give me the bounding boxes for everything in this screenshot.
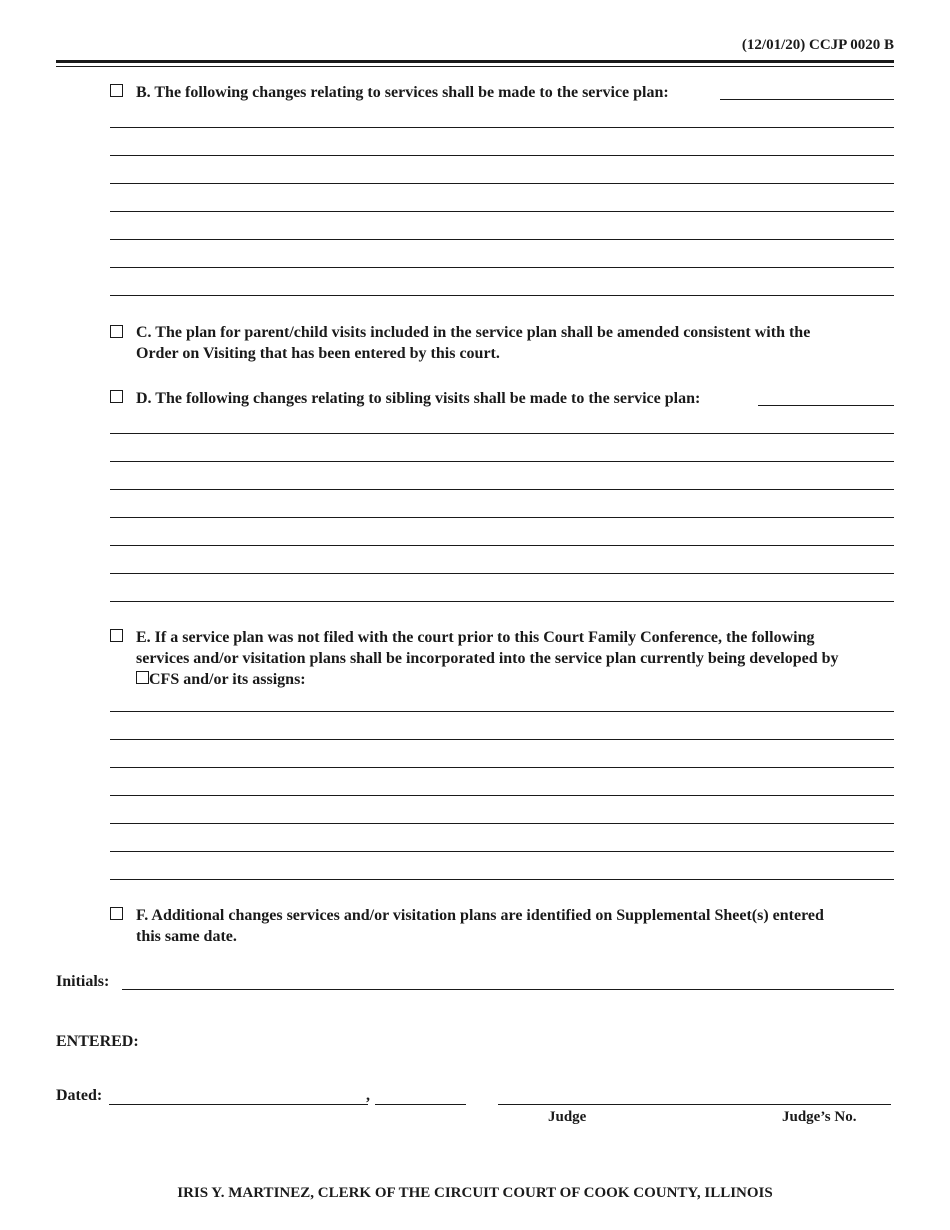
item-b-line-7[interactable] <box>110 295 894 296</box>
item-e-line-2: services and/or visitation plans shall be incorporated into the service plan currently being developed by <box>136 650 839 667</box>
item-b-line-2[interactable] <box>110 155 894 156</box>
item-d-line-7[interactable] <box>110 601 894 602</box>
checkbox-f[interactable] <box>110 907 123 920</box>
item-e-line-e[interactable] <box>110 823 894 824</box>
item-d-inline-blank[interactable] <box>758 391 894 406</box>
checkbox-d[interactable] <box>110 390 123 403</box>
item-b-text: B. The following changes relating to services shall be made to the service plan: <box>136 84 669 101</box>
judge-no-caption: Judge’s No. <box>782 1109 857 1125</box>
item-d-text: D. The following changes relating to sibling visits shall be made to the service plan: <box>136 390 701 407</box>
judge-caption: Judge <box>548 1109 587 1125</box>
item-d-line-2[interactable] <box>110 461 894 462</box>
form-id: (12/01/20) CCJP 0020 B <box>741 37 894 53</box>
item-b-line-1[interactable] <box>110 127 894 128</box>
item-c-line-1: C. The plan for parent/child visits included in the service plan shall be amended consistent with the <box>136 324 811 341</box>
header-rule-thick <box>56 60 894 63</box>
item-e-line-c[interactable] <box>110 767 894 768</box>
header-rule-thin <box>56 66 894 67</box>
item-d-line-3[interactable] <box>110 489 894 490</box>
dated-label: Dated: <box>56 1087 103 1104</box>
initials-line[interactable] <box>122 988 894 990</box>
dated-comma: , <box>366 1087 370 1104</box>
initials-label: Initials: <box>56 973 110 990</box>
judge-signature-line[interactable] <box>498 1103 891 1105</box>
item-d-line-6[interactable] <box>110 573 894 574</box>
entered-label: ENTERED: <box>56 1033 139 1050</box>
item-b-line-5[interactable] <box>110 239 894 240</box>
item-e-line-a[interactable] <box>110 711 894 712</box>
item-e-line-d[interactable] <box>110 795 894 796</box>
item-b-line-6[interactable] <box>110 267 894 268</box>
clerk-footer: IRIS Y. MARTINEZ, CLERK OF THE CIRCUIT COURT OF COOK COUNTY, ILLINOIS <box>177 1185 773 1201</box>
item-b-line-3[interactable] <box>110 183 894 184</box>
checkbox-c[interactable] <box>110 325 123 338</box>
checkbox-dcfs[interactable] <box>136 671 149 684</box>
checkbox-e[interactable] <box>110 629 123 642</box>
item-d-line-4[interactable] <box>110 517 894 518</box>
item-e-line-b[interactable] <box>110 739 894 740</box>
item-c-line-2: Order on Visiting that has been entered by this court. <box>136 345 500 362</box>
item-e-line-3: CFS and/or its assigns: <box>149 671 306 688</box>
item-e-line-g[interactable] <box>110 879 894 880</box>
item-e-line-1: E. If a service plan was not filed with the court prior to this Court Family Conference, the following <box>136 629 815 646</box>
item-b-line-4[interactable] <box>110 211 894 212</box>
item-b-inline-blank[interactable] <box>720 85 894 100</box>
dated-year-line[interactable] <box>375 1103 466 1105</box>
item-f-line-2: this same date. <box>136 928 237 945</box>
item-d-line-1[interactable] <box>110 433 894 434</box>
item-e-line-f[interactable] <box>110 851 894 852</box>
dated-month-day-line[interactable] <box>109 1103 368 1105</box>
checkbox-b[interactable] <box>110 84 123 97</box>
item-f-line-1: F. Additional changes services and/or visitation plans are identified on Supplemental Sheet(s) entered <box>136 907 824 924</box>
item-d-line-5[interactable] <box>110 545 894 546</box>
